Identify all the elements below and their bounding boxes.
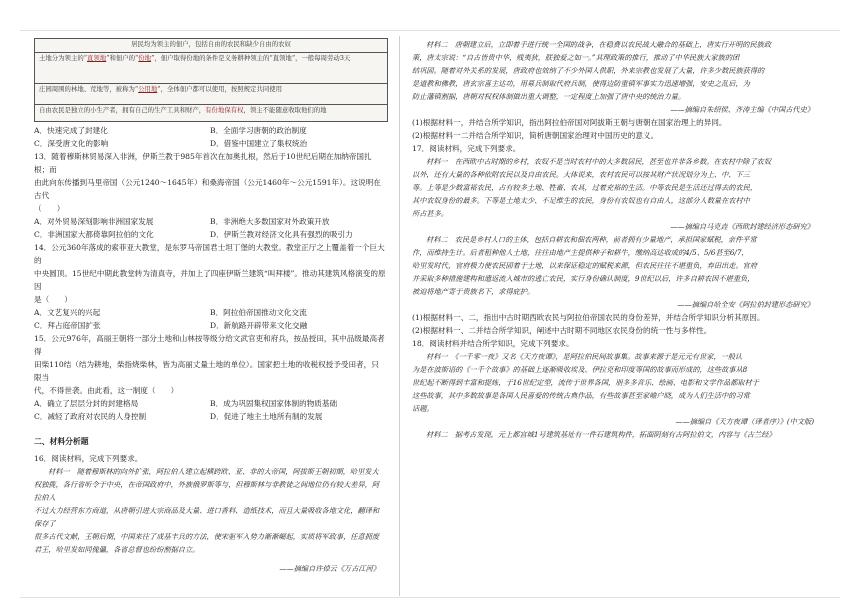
scan-row-4 bbox=[35, 104, 387, 123]
material-line: 这些故事，其中多数故事是各国人民喜爱的传统古典作品，有些故事甚至家喻户晓，成为人们生活中的习常 bbox=[412, 391, 750, 400]
question-13 bbox=[34, 150, 386, 241]
question-text: 15．公元976年，高丽王朝将一部分土地和山林按等级分给文武官吏和府兵，按品授田，其中品级最高者得 bbox=[34, 334, 385, 356]
subquestion: (2)根据材料一二并结合所学知识，简析唐朝国家治理对中国历史的意义。 bbox=[412, 131, 659, 140]
material-line: 不过大力经营东方商道，从唐朝引进大宗商品及大量、进口香料、造纸技术，而且大量吸收各地文化，翻译和保存了 bbox=[34, 506, 380, 528]
material-line: 作，而维持生计。后者租种他人土地，往往由地产主提供种子和耕牛，缴纳高达收成的4/5、5/6甚至6/7， bbox=[412, 248, 749, 257]
q17-material-1 bbox=[412, 155, 820, 220]
material-line: 哈里发时代，官府极力使农民固着于土地，以来保证稳定的赋税来源，但农民往往不堪重负，弃田出走。官府 bbox=[412, 261, 758, 270]
material-line: 以外，还有大量的各种依附农民以及自由农民。大体说来，农村农民可以按其财产状况划分为上、中、下三 bbox=[412, 170, 750, 179]
material-line: 其中农奴身份的最多。下等是土地太少、不足维生的农民，身份有农奴也有自由人，这部分人数量在农村中 bbox=[412, 196, 750, 205]
scan-text: 土地分为领主的“ bbox=[39, 54, 88, 62]
option-d[interactable]: D．借鉴中国建立了集权统治 bbox=[210, 139, 308, 148]
q17-material-2 bbox=[412, 233, 820, 298]
material-line: 为是在波斯语的《一千个故事》的基础上逐渐吸收埃及、伊拉克和印度等国的故事而形成的，这些故事从8 bbox=[412, 365, 748, 374]
material-line: 世纪起不断得到丰富和提炼，于16世纪定型，流传于世界各国，朋多多音乐、绘画、电影和文学作品都取材于 bbox=[412, 378, 759, 387]
scan-text: ”，全体佃户都可以使用，按照规定共同使用 bbox=[157, 85, 283, 93]
material-line: 材料一 在西欧中古时期的乡村，农奴不是当时农村中的大多数居民，甚至也并非各乡数。在农村中除了农奴 bbox=[426, 157, 772, 166]
question-text: 是（ ） bbox=[34, 295, 72, 304]
option-b[interactable]: B．阿拉伯帝国推动文化交流 bbox=[210, 308, 307, 317]
material-line: 材料一 《一千零一夜》又名《天方夜谭》，是阿拉伯民间故事集。故事来源于是元元有世家，一般认 bbox=[426, 352, 743, 361]
option-c[interactable]: C．深受唐文化的影响 bbox=[34, 139, 109, 148]
question-16 bbox=[34, 452, 386, 575]
question-17-stem: 17．阅读材料，完成下列要求。 bbox=[412, 144, 521, 153]
question-text: （ ） bbox=[34, 204, 65, 213]
question-text: 16．阅读材料，完成下列要求。 bbox=[34, 454, 143, 463]
material-line: 所占甚多。 bbox=[412, 209, 448, 218]
material-1 bbox=[34, 465, 386, 556]
q16-material-2 bbox=[412, 38, 820, 103]
material-line: 并采取多种措施建构和遣返流入城市的逃亡农民，实行身份确认制度，9世纪以后，许多自耕农因不堪重负， bbox=[412, 274, 755, 283]
scan-text: 庄园周围的林地、荒地等，被称为“ bbox=[39, 85, 139, 93]
question-text: 田柴110结（结为耕地，柴指烧柴林，皆为高丽丈量土地的单位）。国家把土地的收税权授予受田者，只限当 bbox=[34, 360, 379, 382]
top-rule bbox=[20, 30, 840, 31]
column-divider bbox=[399, 36, 400, 596]
option-c[interactable]: C．非洲国家大都倚靠阿拉伯的文化 bbox=[34, 230, 154, 239]
subquestion: (2)根据材料一、二并结合所学知识，阐述中古时期不同地区农民身份的统一性与多样性。 bbox=[412, 326, 712, 335]
question-text: 13．随着穆斯林贸易深入非洲，伊斯兰教于985年首次在加奥扎根，然后于10世纪后期在加纳帝国扎根；而 bbox=[34, 152, 372, 174]
section-title: 二、材料分析题 bbox=[34, 437, 89, 446]
material-line: 很多古代文献，王朝后期，中国来往了成基丰兵的方法，使宋驱军入势力渐渐崛起，实质将军政事，任意拥废 bbox=[34, 532, 380, 541]
material-source: ——摘编自哈全安《阿拉伯封建形态研究》 bbox=[677, 300, 814, 309]
scan-text: 公用地 bbox=[138, 85, 158, 93]
material-source: ——摘编自《天方夜谭（译者序）》(中文版) bbox=[675, 417, 814, 426]
option-b[interactable]: B．非洲绝大多数国家对外政策开放 bbox=[210, 217, 330, 226]
question-text: 中央圆顶。15世纪中期此教堂转为清真寺，并加上了四座伊斯兰建筑“叫拜楼”。推动其建筑风格演变的原因 bbox=[34, 269, 386, 291]
scan-text: ”和佃户的“ bbox=[106, 54, 139, 62]
material-line: 材料二 唐朝建立后，立即着手进行统一全国的战争，在稳费以农民战大融合的基础上，唐实行开明的民族政 bbox=[426, 40, 772, 49]
option-c[interactable]: C．减轻了政府对农民的人身控制 bbox=[34, 412, 147, 421]
option-d[interactable]: D．伊斯兰教对经济文化具有强烈的吸引力 bbox=[210, 230, 353, 239]
subquestion: (1)根据材料一，并结合所学知识，指出阿拉伯帝国对阿拔斯王朝与唐朝在国家治理上的异同。 bbox=[412, 118, 727, 127]
scan-text: 自由农民是独立的小生产者，拥有自己的生产工具和财产， bbox=[39, 106, 206, 114]
material-line: 策，唐太宗说：“自古皆贵中华，贱夷狄，朕独爱之如一。”其理政策的推行，推动了中华民族大家族的团 bbox=[412, 53, 740, 62]
scan-row-2 bbox=[35, 52, 387, 85]
material-line: 被迫将地产寄于贵族名下，求得庇护。 bbox=[412, 287, 535, 296]
bottom-rule bbox=[20, 597, 840, 598]
material-line: 权独揽，各行省听令于中央，在帝国政府中，外族俄罗斯等与，但穆斯林与非教徒之间地位仍有较大差异，阿拉伯人 bbox=[34, 480, 380, 502]
question-15 bbox=[34, 332, 386, 423]
material-line: 君王，哈里发如同傀儡，各省总督也纷纷割据自立。 bbox=[34, 545, 200, 554]
scan-text: 直领地 bbox=[87, 54, 107, 62]
scan-text: 份地 bbox=[138, 54, 152, 62]
material-source: ——摘编自朱绍侯、齐涛主编《中国古代史》 bbox=[670, 105, 814, 114]
option-a[interactable]: A．文艺复兴的兴起 bbox=[34, 308, 101, 317]
option-d[interactable]: D．促进了地主土地所有制的发展 bbox=[210, 412, 323, 421]
q18-material-1 bbox=[412, 350, 820, 415]
question-18-stem: 18．阅读材料并结合所学知识，完成下列要求。 bbox=[412, 339, 574, 348]
q12-options bbox=[34, 124, 386, 150]
material-line: 等。上等是少数富裕农民，占有较多土地、牲畜、农具，过着充裕的生活。中等农民是生活还过得去的农民， bbox=[412, 183, 758, 192]
subquestion: (1)根据材料一、二，指出中古时期西欧农民与阿拉伯帝国农民的身份差异，并结合所学知识分析其原因。 bbox=[412, 313, 765, 322]
scan-text: 有份地保有权 bbox=[205, 106, 244, 114]
left-column bbox=[34, 38, 386, 575]
scan-text: ，领主不能随意收取他们的地 bbox=[243, 106, 327, 114]
question-14 bbox=[34, 241, 386, 332]
option-a[interactable]: A．快速完成了封建化 bbox=[34, 126, 108, 135]
material-line: 材料二 据考古发现，元上都宫城1号建筑基址有一件石建筑构件，拓面阴刻有古阿拉伯文，内容与《古兰经》 bbox=[426, 430, 776, 439]
option-b[interactable]: B．全面学习唐朝的政治制度 bbox=[210, 126, 307, 135]
question-text: 14．公元360年落成的索菲亚大教堂，是东罗马帝国君士坦丁堡的大教堂。教堂正厅之上覆盖着一个巨大的 bbox=[34, 243, 385, 265]
scan-row-1 bbox=[35, 39, 387, 53]
scan-text: 居民均为领主的佃户，包括自由的农民和缺少自由的农奴 bbox=[131, 40, 291, 48]
material-line: 是道教和佛教，唐玄宗喜主达功，用募兵制取代府兵制，使得边防重镇军事实力迅速增强，安史之乱后，为 bbox=[412, 79, 750, 88]
right-column bbox=[412, 38, 820, 441]
material-line: 结巩固。随着对外关系的发展，唐政府也效纳了不少外国人供职，外来宗教也发展了大量，许多少数民族获得的 bbox=[412, 66, 765, 75]
option-c[interactable]: C．拜占庭帝国扩张 bbox=[34, 321, 101, 330]
question-text: 代，不得世袭。由此看，这一制度（ ） bbox=[34, 386, 179, 395]
scanned-table-image bbox=[34, 38, 388, 122]
scan-text: ”，佃户取得份地的条件是义务耕种领主的“直领地”，一般每周劳动3天 bbox=[151, 54, 351, 62]
material-line: 防止藩镇割据，唐朝对权权体制做出重大调整，一定程度上加强了唐中央的统治力量。 bbox=[412, 92, 686, 101]
option-a[interactable]: A．对外贸易深刻影响非洲国家发展 bbox=[34, 217, 154, 226]
scan-row-3 bbox=[35, 83, 387, 106]
question-text: 由此向东传播到马里帝国（公元1240～1645年）和桑海帝国（公元1460年～公元1591年）。这说明在古代 bbox=[34, 178, 381, 200]
option-a[interactable]: A．确立了层层分封的封建格局 bbox=[34, 399, 139, 408]
material-source: ——摘编自许倬云《万古江河》 bbox=[279, 564, 380, 573]
material-line: 材料二 农民是乡村人口的主体，包括自耕农和佃农两种，前者拥有少量地产，承担国家赋税，亲件平常 bbox=[426, 235, 757, 244]
option-b[interactable]: B．成为巩固集权国家体制的物质基础 bbox=[210, 399, 338, 408]
material-line: 话题。 bbox=[412, 404, 434, 413]
material-source: ——摘编自马克垚《西欧封建经济形态研究》 bbox=[670, 222, 814, 231]
material-line: 材料一 随着穆斯林的向外扩张，阿拉伯人建立起横跨欧、亚、非的大帝国，阿拔斯王朝初期，哈里发大 bbox=[48, 467, 379, 476]
option-d[interactable]: D．新航路开辟带来文化交融 bbox=[210, 321, 308, 330]
